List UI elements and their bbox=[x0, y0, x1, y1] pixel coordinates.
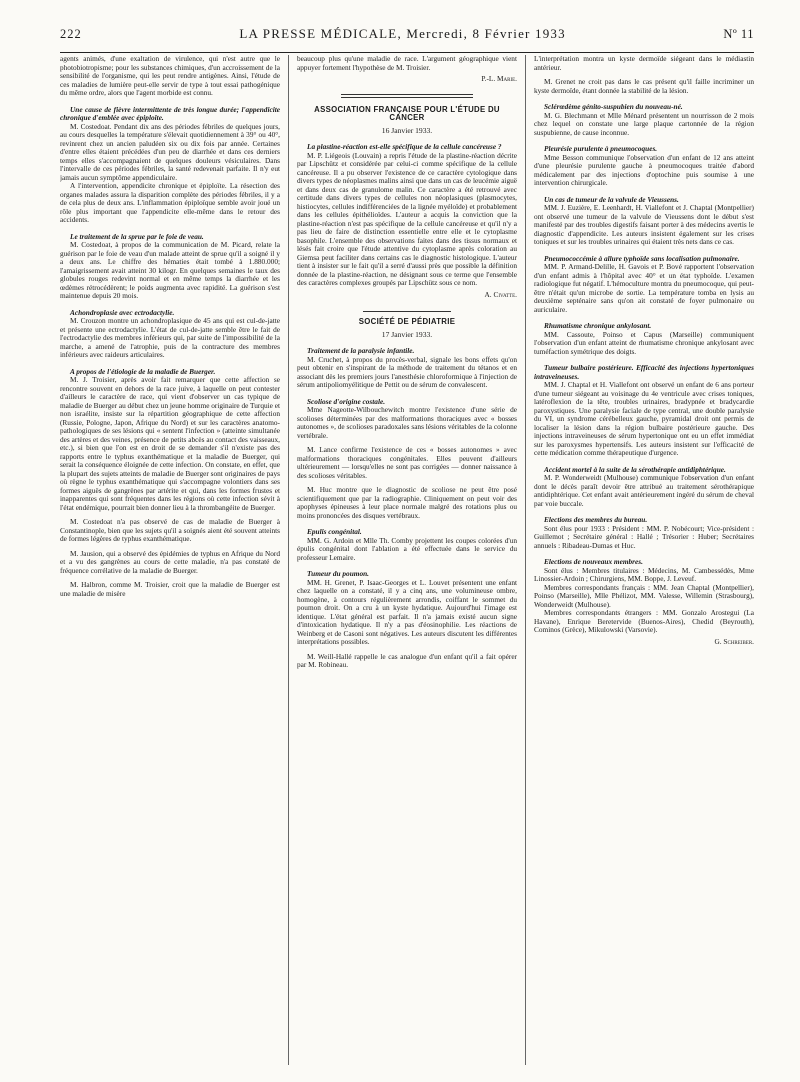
article-title: Le traitement de la sprue par le foie de veau. bbox=[70, 231, 204, 241]
paragraph: Sont élus pour 1933 : Président : MM. P. Nobécourt; Vice-président : Guillemot ; Secrétaire général : Hallé ; Trésorier : Huber; Secrétaires annuels : Ribadeau-Dumas et Huc. bbox=[534, 523, 754, 550]
paragraph: M. Weill-Hallé rappelle le cas analogue d'un enfant qu'il a fait opérer par M. Robineau. bbox=[297, 651, 517, 669]
page-number: 222 bbox=[60, 27, 82, 41]
section-divider bbox=[341, 94, 473, 98]
paragraph: Membres correspondants français : MM. Jean Chaptal (Montpellier), Poinso (Marseille), Mlle Phélizot, MM. Valesse, Willemin (Strasbourg), Wonderweidt (Mulhouse). bbox=[534, 582, 754, 609]
paragraph: Mme Besson communique l'observation d'un enfant de 12 ans atteint d'une pleurésie purulente gauche à pneumocoques traitée d'abord médicalement par des injections d'optochine puis soumise à une intervention chirurgicale. bbox=[534, 152, 754, 187]
paragraph: M. Costedoat n'a pas observé de cas de maladie de Buerger à Constantinople, bien que les sujets qu'il a soignés aient été souvent atteints de formes légères de typhus exanthématique. bbox=[60, 517, 280, 543]
paragraph: M. Lance confirme l'existence de ces « bosses autonomes » avec malformations thoraciques congénitales. Elles peuvent d'ailleurs ultérieurement — lorsqu'elles ne sont pas corrigées — donner naissance à des scolioses véritables. bbox=[297, 445, 517, 480]
article-title: Un cas de tumeur de la valvule de Vieussens. bbox=[544, 194, 679, 204]
article-title: Rhumatisme chronique ankylosant. bbox=[544, 321, 652, 330]
session-date: 16 Janvier 1933. bbox=[381, 125, 433, 135]
paragraph: A l'intervention, appendicite chronique et épiploïte. La résection des organes malades assura la disparition complète des périodes fébriles, il y a de cela plus de deux ans. L'inflammation épiploïque semble avoir joué un rôle plus important que l'appendicite elle-même dans le retour des accidents. bbox=[60, 181, 280, 224]
article-title: Une cause de fièvre intermittente de très longue durée; l'appendicite chronique d'emblée avec épiploïte. bbox=[60, 104, 280, 122]
paragraph: M. J. Troisier, après avoir fait remarquer que cette affection se rencontre souvent en dehors de la race juive, à laquelle on peut contester d'ailleurs le caractère de race, qui vient d'observer un cas typique de maladie de Buerger au début chez un jeune homme originaire de Turquie et non israélite, insiste sur la répartition géographique de cette affection (Russie, Pologne, Japon, Afrique du Nord) et sur les caractères anatomo-pathologiques de ses lésions qui « sentent l'infection » (atteinte simultanée des artères et des veines, présence de petits abcès au contact des vaisseaux, etc.), si bien que l'on est en droit de se demander s'il n'existe pas des rapports entre le typhus exanthématique et la maladie de Buerger, qui serait la conséquence éloignée de cette infection. On constate, en effet, que la plupart des sujets atteints de maladie de Buerger sont originaires de pays où règne le typhus exanthématique qui s'accompagne volontiers dans ses formes aiguës de gangrènes par artérite et qui, dans les formes frustes et inapparentes qui sont fréquentes dans les régions où cette infection sévit à l'état endémique, pourrait bien donner lieu à la thrombangéite de Buerger. bbox=[60, 375, 280, 512]
paragraph: Membres correspondants étrangers : MM. Gonzalo Arostegui (La Havane), Enrique Beretervide (Buenos-Aires), Chedid (Beyrouth), Cominos (Grèce), Mikulowski (Varsovie). bbox=[534, 608, 754, 634]
columns bbox=[60, 55, 754, 1065]
article-title: Achondroplasie avec ectrodactylie. bbox=[70, 307, 175, 317]
article-title: Pneumococcémie à allure typhoïde sans localisation pulmonaire. bbox=[544, 253, 740, 263]
paragraph: L'interprétation montra un kyste dermoïde siégeant dans le médiastin antérieur. bbox=[534, 55, 754, 72]
paragraph: beaucoup plus qu'une maladie de race. L'argument géographique vient appuyer fortement l'hypothèse de M. Troisier. bbox=[297, 55, 517, 72]
article-title: Elections des membres du bureau. bbox=[544, 515, 648, 524]
paragraph: M. Crouzon montre un achondroplasique de 45 ans qui est cul-de-jatte et présente une ectrodactylie. L'état de cul-de-jatte semble être le fait de l'ectrodactylie des membres inférieurs qui, par suite de l'impossibilité de la marche, a amené de l'atrophie, puis de la contracture des membres inférieurs avec raideurs articulaires. bbox=[60, 316, 280, 359]
column-2 bbox=[288, 55, 526, 1065]
paragraph: M. Halbron, comme M. Troisier, croit que la maladie de Buerger est une maladie de misère bbox=[60, 580, 280, 598]
paragraph: MM. G. Ardoin et Mlle Th. Comby projettent les coupes colorées d'un épulis congénital dont l'ablation a été effectuée dans le service du professeur Lemaire. bbox=[297, 535, 517, 562]
session-date: 17 Janvier 1933. bbox=[381, 329, 433, 339]
journal-title: LA PRESSE MÉDICALE, Mercredi, 8 Février 1933 bbox=[239, 26, 566, 41]
column-3 bbox=[534, 55, 754, 1065]
article-title: Epulis congénital. bbox=[307, 527, 362, 536]
article-title: Scoliose d'origine costale. bbox=[307, 396, 386, 406]
paragraph: MM. H. Grenet, P. Isaac-Georges et L. Louvet présentent une enfant chez laquelle on a constaté, il y a cinq ans, une volumineuse ombre, homogène, à contours régulièrement arrondis, coiffant le sommet du poumon droit. On a cru à un kyste hydatique. Aujourd'hui l'image est identique. L'état général est parfait. Il n'a jamais existé aucun signe d'intoxication hydatique. Il n'y a pas d'éosinophilie. Les réactions de Weinberg et de Casoni sont négatives. Les auteurs discutent les différentes interprétations possibles. bbox=[297, 577, 517, 646]
article-title: Sclérœdème génito-suspubien du nouveau-né. bbox=[544, 102, 683, 111]
paragraph: agents animés, d'une exaltation de virulence, qui n'est autre que le photobiotropisme; pour les substances chimiques, d'un accroissement de la sensibilité de l'organisme, qui les peut rendre antigènes. Ainsi, l'étude de ces maladies de lumière peut-elle servir de type à tout essai pathogénique du même ordre, alors que l'agent morbide est connu. bbox=[60, 55, 280, 97]
paragraph: MM. J. Chaptal et H. Viallefont ont observé un enfant de 6 ans porteur d'une tumeur siégeant au voisinage du 4e ventricule avec crises toniques, latéroflexion de la tête, troubles urinaires, bradypnée et bradycardie paroxystiques. Une paralysie faciale de type central, une double paralysie du VI, un syndrome cérébelleux gauche, pyramidal droit ont permis de localiser la lésion dans la région bulbaire postérieure gauche. Des injections intraveineuses de sérum hypertonique ont eu un effet immédiat sur les paroxysmes hypertensifs. Les auteurs insistent sur l'efficacité de cette médication comme thérapeutique d'urgence. bbox=[534, 380, 754, 457]
section-heading: ASSOCIATION FRANÇAISE POUR L'ÉTUDE DU CANCER bbox=[314, 104, 500, 122]
paragraph: MM. P. Armand-Delille, H. Gavois et P. Bové rapportent l'observation d'un enfant admis à l'hôpital avec 40° et un état typhoïde. L'examen radiologique fut négatif. L'hémoculture montra du pneumocoque, qui peut-être n'était qu'un microbe de sortie. La température tomba en lysis au deuxième septénaire sans qu'on ait constaté de foyer pulmonaire ou auriculaire. bbox=[534, 262, 754, 314]
paragraph: M. P. Wonderweidt (Mulhouse) communique l'observation d'un enfant dont le décès paraît devoir être attribué au traitement sérothérapique antidiphtérique. Cet enfant avait antérieurement ingéré du sérum de cheval par voie buccale. bbox=[534, 473, 754, 508]
column-1 bbox=[60, 55, 280, 1065]
article-title: Tumeur du poumon. bbox=[307, 569, 369, 578]
paragraph: M. P. Liégeois (Louvain) a repris l'étude de la plastine-réaction décrite par Lipschütz et considérée par celui-ci comme spécifique de la cellule cancéreuse. Il a pu observer l'existence de ce caractère cytologique dans divers types de néoplasmes malins ainsi que dans un cas de leucémie aiguë et dans deux cas de granulome malin. Ce caractère a été retrouvé avec certitude dans divers types de cellules non néoplasiques (plasmocytes, histiocytes, cellules indifférenciées de la lignée myéloïde) et probablement dans les cellules épithélioïdes. L'auteur a acquis la conviction que la plastine-réaction n'est pas spécifique de la cellule cancéreuse et qu'il n'y a pas lieu de faire de distinction essentielle entre elle et le cytoplasme basophile. L'ensemble des observations faites dans des tissus normaux et lésés fait croire que l'étude attentive du cytoplasme après coloration au Giemsa peut faciliter dans certains cas le diagnostic histologique. L'auteur tient à insister sur le fait qu'il a serré d'aussi près que possible la définition donnée de la plastine-réaction, ne désignant sous ce terme que l'ensemble des caractères complexes groupés par Lipschütz sous ce nom. bbox=[297, 150, 517, 287]
paragraph: M. Costedoat. Pendant dix ans des périodes fébriles de quelques jours, au cours desquelles la température s'élevait quotidiennement à 39° ou 40°, revinrent chez un ancien paludéen six ou dix fois par année. Certaines d'entre elles étaient précédées d'un peu de diarrhée et dans ces derniers temps elles s'accompagnaient de quelques douleurs vésiculaires. Dans l'intervalle de ces périodes fébriles, la santé redevenait parfaite. Il n'y eut jamais aucun symptôme appendiculaire. bbox=[60, 121, 280, 182]
paragraph: Mme Nageotte-Wilbouchewitch montre l'existence d'une série de scolioses déterminées par des malformations thoraciques avec « bosses autonomes », de scolioses paradoxales sans lésions véritables de la colonne vertébrale. bbox=[297, 405, 517, 440]
paragraph: MM. J. Euzière, E. Leenhardt, H. Viallefont et J. Chaptal (Montpellier) ont observé une tumeur de la valvule de Vieussens dont le début s'est manifesté par des troubles digestifs faisant porter à des médecins avertis le diagnostic d'appendicite. Les auteurs insistent également sur les crises toniques et sur les troubles urinaires qui étaient très nets dans ce cas. bbox=[534, 203, 754, 246]
article-title: A propos de l'étiologie de la maladie de Buerger. bbox=[70, 366, 216, 376]
article-title: Elections de nouveaux membres. bbox=[544, 557, 643, 566]
section-heading: SOCIÉTÉ DE PÉDIATRIE bbox=[358, 317, 456, 326]
paragraph: Sont élus : Membres titulaires : Médecins, M. Cambessédès, Mme Linossier-Ardoin ; Chirurgiens, MM. Boppe, J. Leveuf. bbox=[534, 565, 754, 583]
article-title: Pleurésie purulente à pneumocoques. bbox=[544, 144, 658, 153]
article-title: Accident mortel à la suite de la sérothérapie antidiphtérique. bbox=[544, 464, 726, 474]
article-title: La plastine-réaction est-elle spécifique de la cellule cancéreuse ? bbox=[307, 142, 502, 151]
section-divider bbox=[363, 311, 451, 312]
paragraph: M. Huc montre que le diagnostic de scoliose ne peut être posé scientifiquement que par la radiographie. Cliniquement on peut voir des apophyses épineuses à leur place normale malgré des rotations plus ou moins prononcées des disques vertébraux. bbox=[297, 485, 517, 520]
paragraph: M. Cruchet, à propos du procès-verbal, signale les bons effets qu'on peut obtenir en s'inspirant de la méthode de traitement du tétanos et en associant dès les premiers jours l'anesthésie chloroformique à l'injection de sérum antipoliomyélitique de Pettit ou de sérum de convalescent. bbox=[297, 354, 517, 389]
paragraph: M. Jausion, qui a observé des épidémies de typhus en Afrique du Nord et a vu des gangrènes au cours de cette maladie, n'a pas constaté de fréquence corrélative de la maladie de Buerger. bbox=[60, 548, 280, 575]
paragraph: M. G. Blechmann et Mlle Ménard présentent un nourrisson de 2 mois chez lequel on constate une large plaque cartonnée de la région suspubienne, de cause inconnue. bbox=[534, 110, 754, 137]
article-title: Tumeur bulbaire postérieure. Efficacité des injections hypertoniques intraveineuses. bbox=[534, 363, 754, 381]
paragraph: M. Costedoat, à propos de la communication de M. Picard, relate la guérison par le foie de veau d'un malade atteint de sprue qu'il a soigné il y a deux ans. Le chiffre des hématies était tombé à 1.880.000; l'amaigrissement avait atteint 30 kilogr. En quelques semaines le taux des globules rouges redevint normal et en même temps la diarrhée et les œdèmes rétrocédèrent; le poids augmenta avec rapidité. La guérison s'est maintenue depuis 20 mois. bbox=[60, 240, 280, 300]
header-rule bbox=[60, 52, 754, 53]
author-signature: A. Civatte. bbox=[484, 289, 517, 299]
page-header bbox=[60, 26, 754, 46]
paragraph: MM. Cassoute, Poinso et Capus (Marseille) communiquent l'observation d'un enfant atteint de rhumatisme chronique ankylosant avec tuméfaction symétrique des doigts. bbox=[534, 329, 754, 356]
author-signature: P.-L. Marie. bbox=[481, 74, 517, 83]
article-title: Traitement de la paralysie infantile. bbox=[307, 346, 415, 355]
paragraph: M. Grenet ne croit pas dans le cas présent qu'il faille incriminer un kyste dermoïde, étant donnée la stabilité de la lésion. bbox=[534, 77, 754, 95]
issue-number: Nº 11 bbox=[723, 27, 754, 41]
author-signature: G. Schreiber. bbox=[714, 636, 754, 646]
